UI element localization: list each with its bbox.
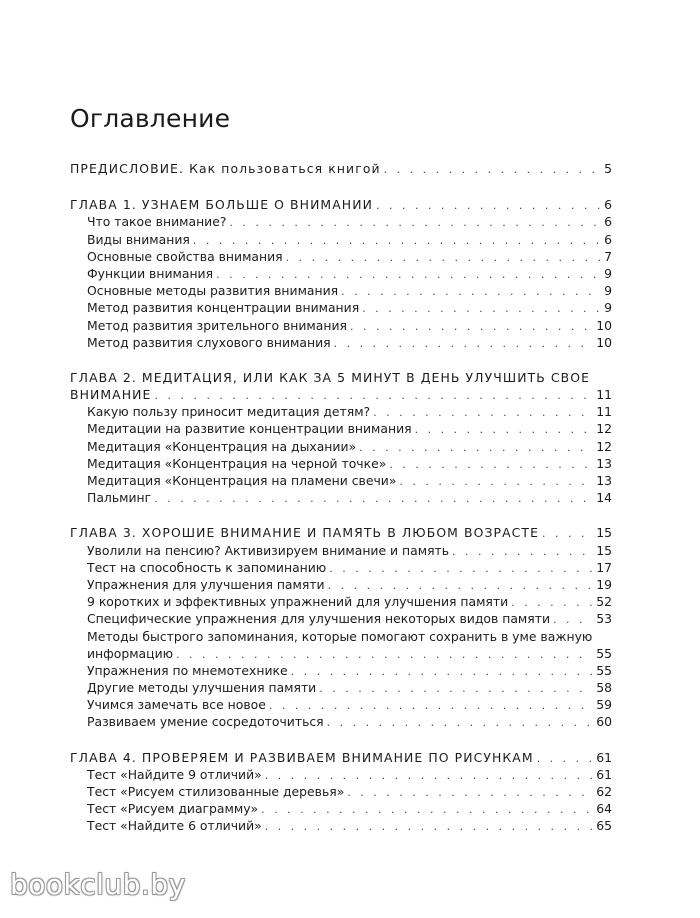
toc-entry-label: информацию (87, 645, 174, 661)
toc-entry-label: Тест «Найдите 9 отличий» (87, 766, 262, 782)
toc-page-number: 65 (596, 818, 612, 834)
toc-page-number: 17 (596, 559, 612, 575)
toc-page-number: 5 (604, 161, 612, 176)
toc-entry-label: Функции внимания (87, 265, 214, 281)
toc-page-number: 53 (596, 611, 612, 627)
dot-leader (373, 404, 592, 421)
toc-entry[interactable] (70, 559, 612, 576)
toc-entry-label: Развиваем умение сосредоточиться (87, 714, 324, 730)
toc-entry-label: Методы быстрого запоминания, которые помогают сохранить в уме важную (87, 628, 593, 644)
toc-entry[interactable] (70, 265, 612, 282)
toc-entry-label: Метод развития концентрации внимания (87, 300, 360, 316)
toc-entry[interactable] (70, 713, 612, 730)
toc-entry[interactable] (70, 645, 612, 662)
toc-entry-label: Основные методы развития внимания (87, 283, 339, 299)
dot-leader (341, 283, 600, 300)
dot-leader (399, 473, 592, 490)
toc-page-number: 10 (596, 317, 612, 333)
toc-entry-label: Пальминг (87, 490, 152, 506)
toc-entry[interactable] (70, 231, 612, 248)
toc-page-number: 55 (596, 645, 612, 661)
toc-entry[interactable] (70, 299, 612, 316)
dot-leader (359, 439, 592, 456)
toc-entry[interactable] (70, 403, 612, 420)
toc-page-number: 6 (604, 197, 612, 213)
toc-entry-label: Метод развития зрительного внимания (87, 317, 347, 333)
toc-entry-label: Медитация «Концентрация на пламени свечи» (87, 473, 397, 489)
dot-leader (216, 266, 600, 283)
dot-leader (376, 197, 600, 214)
toc-chapter-label: ГЛАВА 4. ПРОВЕРЯЕМ И РАЗВИВАЕМ ВНИМАНИЕ ПО РИСУНКАМ (70, 749, 534, 765)
toc-entry-label: Основные свойства внимания (87, 248, 283, 264)
toc-entry[interactable] (70, 282, 612, 299)
toc-page-number: 9 (604, 300, 612, 316)
toc-page-number: 13 (596, 455, 612, 471)
toc-entry-label: Медитации на развитие концентрации внимания (87, 421, 412, 437)
toc-page-number: 12 (596, 421, 612, 437)
toc-entry[interactable] (70, 783, 612, 800)
toc-chapter-2[interactable] (70, 386, 612, 403)
page-title: Оглавление (70, 104, 231, 133)
toc-entry-label: ПРЕДИСЛОВИЕ. Как пользоваться книгой (70, 161, 381, 176)
toc-entry-label: Медитация «Концентрация на черной точке» (87, 455, 387, 471)
toc-page-number: 13 (596, 473, 612, 489)
toc-entry[interactable] (70, 420, 612, 437)
toc-page-number: 6 (604, 214, 612, 230)
toc-page-number: 19 (596, 576, 612, 592)
toc-page-number: 6 (604, 231, 612, 247)
toc-entry[interactable] (70, 472, 612, 489)
site-watermark: bookclub.by (10, 868, 186, 901)
toc-entry-label: 9 коротких и эффективных упражнений для улучшения памяти (87, 594, 509, 610)
toc-entry[interactable] (70, 576, 612, 593)
dot-leader (334, 335, 593, 352)
dot-leader (229, 214, 600, 231)
toc-page-number: 9 (604, 283, 612, 299)
toc-entry-label: Упражнения для улучшения памяти (87, 576, 325, 592)
toc-chapter-1[interactable] (70, 196, 612, 213)
toc-page-number: 11 (596, 404, 612, 420)
toc-page-number: 15 (596, 525, 612, 541)
dot-leader (452, 543, 592, 560)
toc-page-number: 12 (596, 438, 612, 454)
toc-entry-label: Тест «Найдите 6 отличий» (87, 818, 262, 834)
toc-page-number: 58 (596, 680, 612, 696)
table-of-contents (70, 160, 612, 835)
toc-entry-label: Что такое внимание? (87, 214, 227, 230)
toc-page-number: 62 (596, 784, 612, 800)
dot-leader (362, 300, 600, 317)
toc-entry-label: Виды внимания (87, 231, 190, 247)
toc-page-number: 59 (596, 697, 612, 713)
toc-entry-label: Уволили на пенсию? Активизируем внимание и память (87, 542, 450, 558)
toc-entry-label: Какую пользу приносит медитация детям? (87, 404, 371, 420)
toc-entry[interactable] (70, 696, 612, 713)
dot-leader (265, 767, 593, 784)
toc-entry[interactable] (70, 817, 612, 834)
dot-leader (193, 232, 600, 249)
toc-entry[interactable] (70, 334, 612, 351)
dot-leader (328, 577, 593, 594)
toc-entry[interactable] (70, 679, 612, 696)
dot-leader (542, 525, 592, 542)
toc-entry-label: Метод развития слухового внимания (87, 334, 331, 350)
dot-leader (511, 594, 592, 611)
toc-page-number: 9 (604, 265, 612, 281)
dot-leader (347, 784, 592, 801)
toc-entry-label: Другие методы улучшения памяти (87, 680, 317, 696)
toc-entry[interactable] (70, 766, 612, 783)
toc-page-number: 14 (596, 490, 612, 506)
toc-chapter-3[interactable] (70, 524, 612, 541)
dot-leader (415, 421, 593, 438)
toc-entry[interactable] (70, 610, 612, 627)
toc-entry-line1[interactable] (70, 628, 612, 645)
dot-leader (319, 680, 592, 697)
dot-leader (384, 161, 600, 178)
toc-entry[interactable] (70, 662, 612, 679)
toc-entry-label: Тест «Рисуем стилизованные деревья» (87, 784, 345, 800)
toc-page-number: 52 (596, 594, 612, 610)
dot-leader (154, 387, 592, 404)
toc-entry-label: Тест «Рисуем диаграмму» (87, 801, 259, 817)
toc-entry[interactable] (70, 438, 612, 455)
toc-entry[interactable] (70, 489, 612, 506)
toc-page-number: 10 (596, 334, 612, 350)
toc-page-number: 60 (596, 714, 612, 730)
dot-leader (350, 318, 592, 335)
toc-entry-label: Учимся замечать все новое (87, 697, 266, 713)
dot-leader (176, 646, 592, 663)
dot-leader (269, 697, 592, 714)
dot-leader (389, 456, 592, 473)
toc-chapter-4[interactable] (70, 749, 612, 766)
dot-leader (154, 490, 592, 507)
toc-page-number: 55 (596, 662, 612, 678)
toc-page-number: 7 (604, 248, 612, 264)
toc-chapter-label: ГЛАВА 3. ХОРОШИЕ ВНИМАНИЕ И ПАМЯТЬ В ЛЮБОМ ВОЗРАСТЕ (70, 525, 540, 541)
toc-entry[interactable] (70, 455, 612, 472)
toc-chapter-label: ГЛАВА 1. УЗНАЕМ БОЛЬШЕ О ВНИМАНИИ (70, 197, 373, 213)
dot-leader (327, 714, 593, 731)
toc-entry-label: Специфические упражнения для улучшения некоторых видов памяти (87, 611, 550, 627)
toc-entry-label: Упражнения по мнемотехнике (87, 662, 288, 678)
dot-leader (291, 663, 593, 680)
toc-entry[interactable] (70, 800, 612, 817)
toc-page-number: 11 (596, 387, 612, 403)
dot-leader (286, 249, 600, 266)
toc-page-number: 61 (596, 766, 612, 782)
toc-entry-label: Медитация «Концентрация на дыхании» (87, 438, 357, 454)
toc-page-number: 15 (596, 542, 612, 558)
dot-leader (261, 801, 592, 818)
dot-leader (329, 560, 592, 577)
toc-page-number: 61 (596, 749, 612, 765)
dot-leader (265, 818, 593, 835)
toc-entry[interactable] (70, 542, 612, 559)
toc-entry[interactable] (70, 248, 612, 265)
toc-chapter-2-line1[interactable]: ГЛАВА 2. МЕДИТАЦИЯ, ИЛИ КАК ЗА 5 МИНУТ В ДЕНЬ УЛУЧШИТЬ СВОЕ (70, 369, 591, 385)
toc-page-number: 64 (596, 801, 612, 817)
toc-entry-preface[interactable] (70, 160, 612, 177)
toc-entry[interactable] (70, 593, 612, 610)
dot-leader (537, 750, 593, 767)
toc-entry[interactable] (70, 213, 612, 230)
toc-entry[interactable] (70, 317, 612, 334)
dot-leader (553, 611, 592, 628)
toc-entry-label: Тест на способность к запоминанию (87, 559, 327, 575)
toc-chapter-label: ВНИМАНИЕ (70, 387, 152, 403)
